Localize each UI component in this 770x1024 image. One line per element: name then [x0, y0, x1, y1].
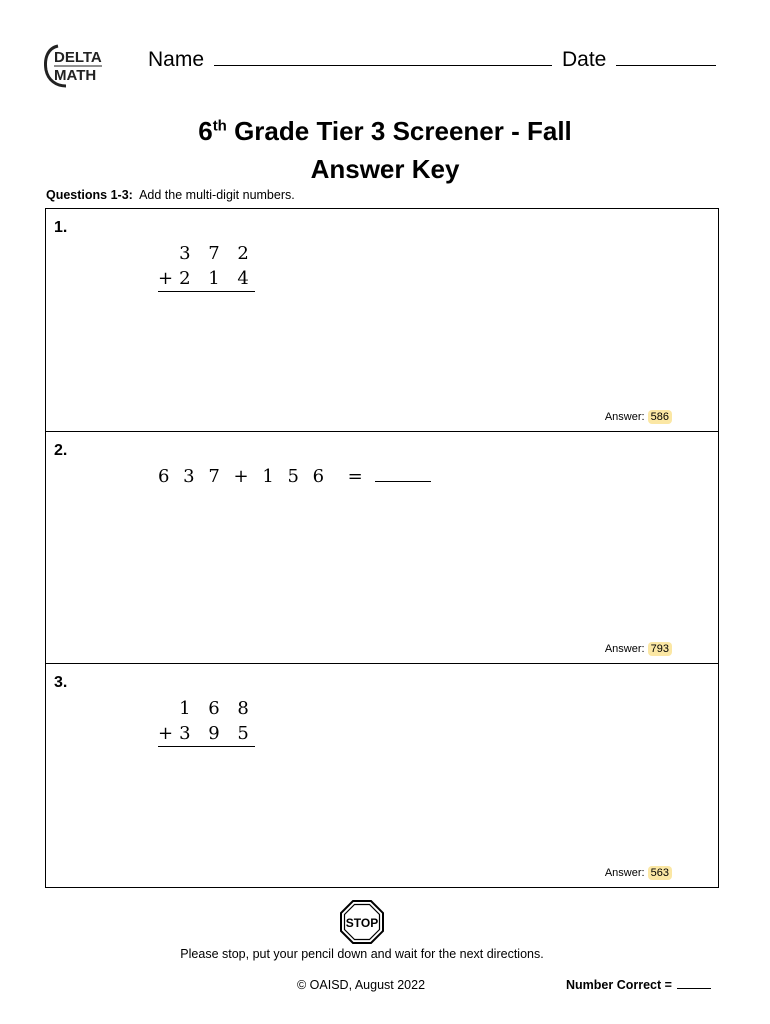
answer-blank[interactable] — [375, 467, 431, 482]
answer — [605, 411, 672, 423]
vertical-problem — [158, 696, 255, 747]
title-subtitle: Answer Key — [310, 154, 460, 184]
date-field[interactable] — [562, 48, 716, 72]
date-blank[interactable] — [616, 64, 716, 66]
name-field[interactable] — [148, 48, 552, 72]
logo-line1: DELTA — [54, 49, 102, 66]
horizontal-problem — [158, 466, 431, 487]
title-line1: 6th Grade Tier 3 Screener - Fall — [198, 116, 572, 146]
answer-value: 586 — [648, 410, 672, 424]
addend-bottom: +2 1 4 — [158, 266, 255, 292]
copyright: © OAISD, August 2022 — [297, 978, 426, 992]
name-blank[interactable] — [214, 64, 552, 66]
addend-bottom: +3 9 5 — [158, 721, 255, 747]
name-label: Name — [148, 48, 205, 71]
instructions-label: Questions 1-3: — [46, 188, 133, 202]
delta-math-logo — [44, 42, 106, 88]
answer — [605, 643, 672, 655]
instructions-text: Add the multi-digit numbers. — [139, 188, 295, 202]
stop-sign-icon — [340, 900, 384, 944]
addend-top: 1 6 8 — [179, 698, 255, 719]
logo-line2: MATH — [54, 67, 97, 84]
answer — [605, 867, 672, 879]
date-label: Date — [562, 48, 607, 71]
question-number: 1. — [54, 219, 68, 236]
stop-message: Please stop, put your pencil down and wait for the next directions. — [180, 947, 544, 961]
answer-label: Answer: — [604, 867, 645, 879]
question-box-2 — [45, 432, 719, 664]
answer-value: 793 — [648, 642, 672, 656]
expression: 6 3 7 + 1 5 6 = — [158, 466, 367, 487]
answer-value: 563 — [648, 866, 672, 880]
addend-top: 3 7 2 — [179, 243, 255, 264]
question-box-3 — [45, 664, 719, 888]
page-title — [0, 112, 770, 188]
answer-label: Answer: — [604, 411, 645, 423]
answer-label: Answer: — [604, 643, 645, 655]
number-correct — [566, 978, 711, 992]
instructions — [46, 188, 295, 202]
question-box-1 — [45, 208, 719, 432]
vertical-problem — [158, 241, 255, 292]
number-correct-label: Number Correct = — [566, 978, 672, 992]
stop-text: STOP — [345, 916, 379, 930]
number-correct-blank[interactable] — [677, 978, 711, 989]
question-number: 2. — [54, 442, 68, 459]
question-number: 3. — [54, 674, 68, 691]
